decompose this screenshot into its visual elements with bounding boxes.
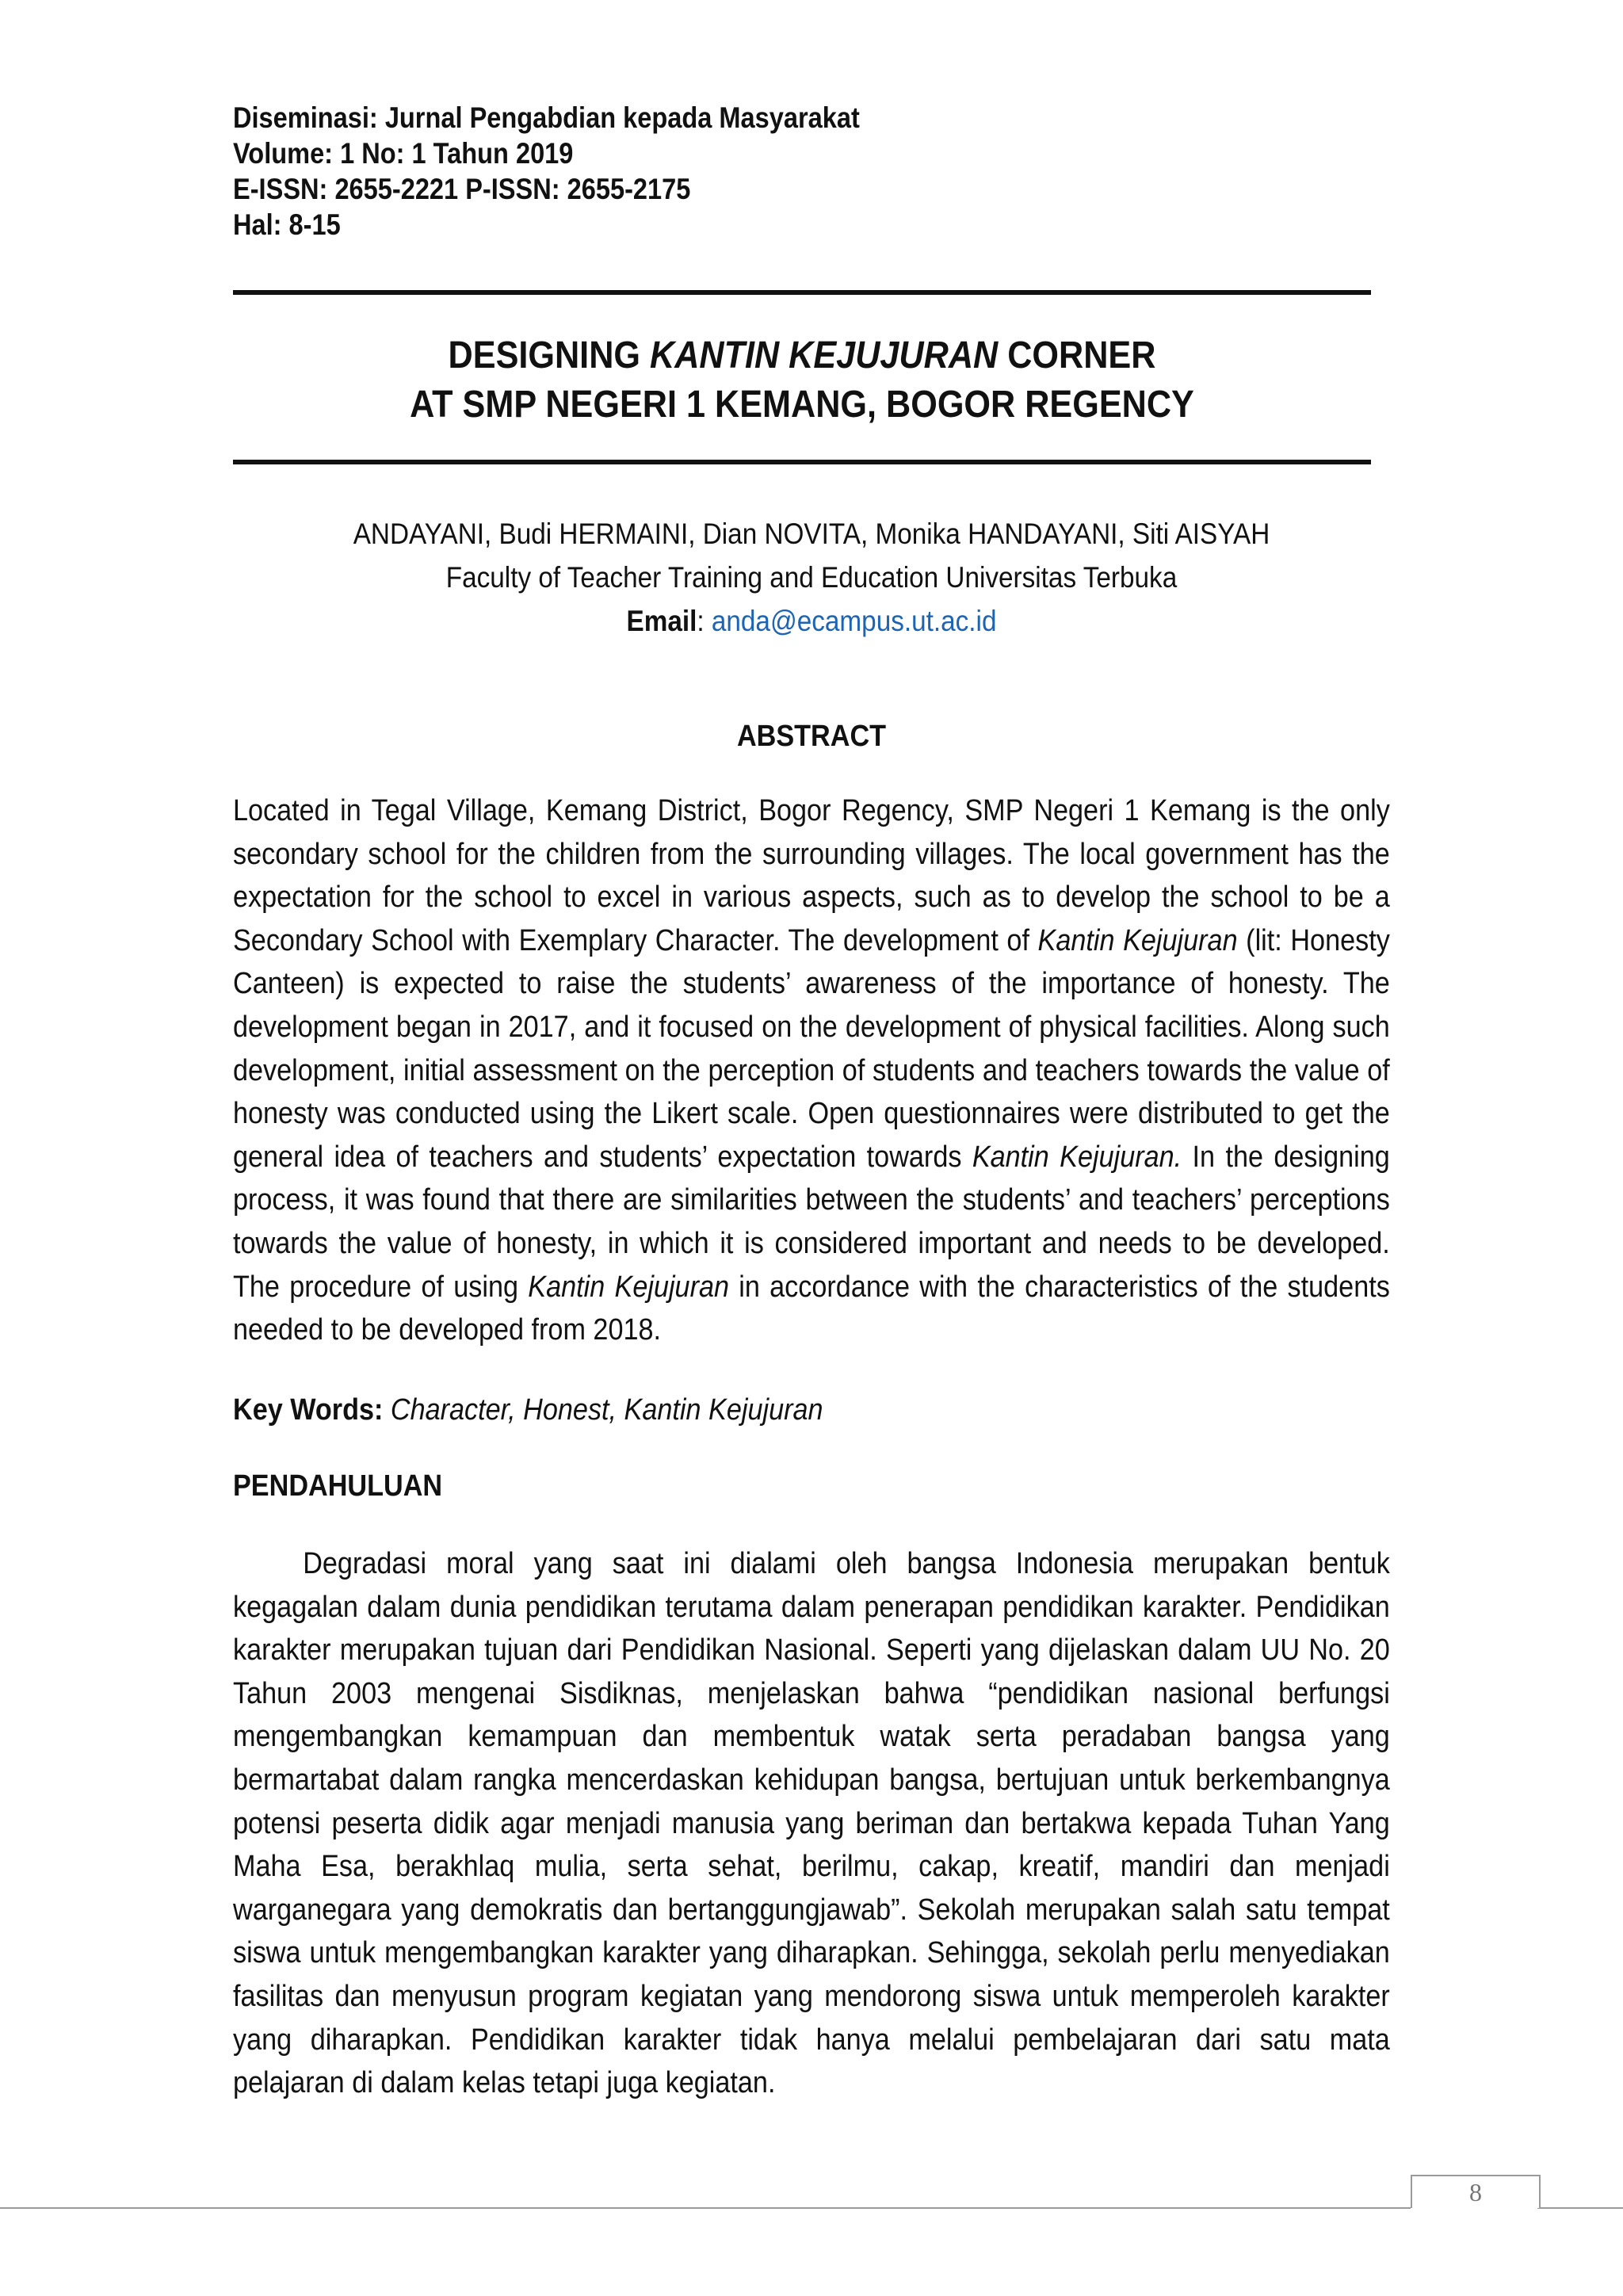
title-line-1 [290, 331, 1314, 380]
journal-volume: Volume: 1 No: 1 Tahun 2019 [233, 137, 574, 170]
email-link[interactable]: anda@ecampus.ut.ac.id [711, 605, 997, 637]
email-separator: : [697, 605, 712, 637]
footer-rule-left [0, 2207, 1411, 2209]
title-line-1-prefix: DESIGNING [448, 334, 650, 376]
journal-issn: E-ISSN: 2655-2221 P-ISSN: 2655-2175 [233, 173, 691, 205]
journal-header [233, 100, 1070, 243]
keywords-label: Key Words: [233, 1393, 384, 1427]
abstract-text [233, 789, 1390, 1352]
keywords-line [233, 1390, 823, 1430]
abstract-part-2: (lit: Honesty Canteen) is expected to raise the students’ awareness of the importance of honesty. The development began in 2017, and it focused on the development of physical facilities. Along such development, initial assessment on the perception of students and teachers towards the value of honesty was conducted using the Likert scale. Open questionnaires were distributed to get the general idea of teachers and students’ expectation towards [233, 923, 1390, 1174]
title-top-rule [233, 290, 1371, 295]
author-affiliation: Faculty of Teacher Training and Education Universitas Terbuka [445, 561, 1178, 594]
title-bottom-rule [233, 460, 1371, 464]
author-email-line [291, 599, 1332, 643]
abstract-italic-3: Kantin Kejujuran [528, 1270, 730, 1304]
abstract-part-1: Located in Tegal Village, Kemang District, Bogor Regency, SMP Negeri 1 Kemang is the only secondary school for the children from the surrounding villages. The local government has the expectation for the school to excel in various aspects, such as to develop the school to be a Secondary School with Exemplary Character. The development of [233, 794, 1390, 957]
keywords-values: Character, Honest, Kantin Kejujuran [383, 1393, 823, 1427]
title-line-1-italic: KANTIN KEJUJURAN [649, 334, 999, 376]
abstract-part-3: In the designing process, it was found that there are similarities between the students’ and teachers’ perceptions towards the value of honesty, in which it is considered important and needs to be developed. The procedure of using [233, 1140, 1390, 1304]
author-block [291, 512, 1332, 643]
title-line-2: AT SMP NEGERI 1 KEMANG, BOGOR REGENCY [410, 384, 1194, 426]
introduction-text [233, 1542, 1390, 2105]
title-line-1-suffix: CORNER [998, 334, 1156, 376]
page-number: 8 [1469, 2178, 1482, 2206]
paper-title [290, 331, 1314, 430]
abstract-italic-1: Kantin Kejujuran [1037, 923, 1238, 957]
abstract-heading: ABSTRACT [736, 720, 887, 753]
introduction-paragraph: Degradasi moral yang saat ini dialami oleh bangsa Indonesia merupakan bentuk kegagalan dalam dunia pendidikan terutama dalam penerapan pendidikan karakter. Pendidikan karakter merupakan tujuan dari Pendidikan Nasional. Seperti yang dijelaskan dalam UU No. 20 Tahun 2003 mengenai Sisdiknas, menjelaskan bahwa “pendidikan nasional berfungsi mengembangkan kemampuan dan membentuk watak serta peradaban bangsa yang bermartabat dalam rangka mencerdaskan kehidupan bangsa, bertujuan untuk berkembangnya potensi peserta didik agar menjadi manusia yang beriman dan bertakwa kepada Tuhan Yang Maha Esa, berakhlaq mulia, serta sehat, berilmu, cakap, kreatif, mandiri dan menjadi warganegara yang demokratis dan bertanggungjawab”. Sekolah merupakan salah satu tempat siswa untuk mengembangkan karakter yang diharapkan. Sehingga, sekolah perlu menyediakan fasilitas dan menyusun program kegiatan yang mendorong siswa untuk memperoleh karakter yang diharapkan. Pendidikan karakter tidak hanya melalui pembelajaran dari satu mata pelajaran di dalam kelas tetapi juga kegiatan. [233, 1547, 1390, 2100]
journal-name: Diseminasi: Jurnal Pengabdian kepada Masyarakat [233, 101, 860, 134]
abstract-italic-2: Kantin Kejujuran. [972, 1140, 1182, 1174]
footer-rule-right [1537, 2207, 1623, 2209]
introduction-heading: PENDAHULUAN [233, 1469, 443, 1503]
author-names: ANDAYANI, Budi HERMAINI, Dian NOVITA, Monika HANDAYANI, Siti AISYAH [353, 518, 1270, 550]
email-label: Email [626, 605, 697, 637]
journal-pages: Hal: 8-15 [233, 208, 341, 241]
abstract-part-4: in accordance with the characteristics of the students needed to be developed from 2018. [233, 1270, 1390, 1347]
